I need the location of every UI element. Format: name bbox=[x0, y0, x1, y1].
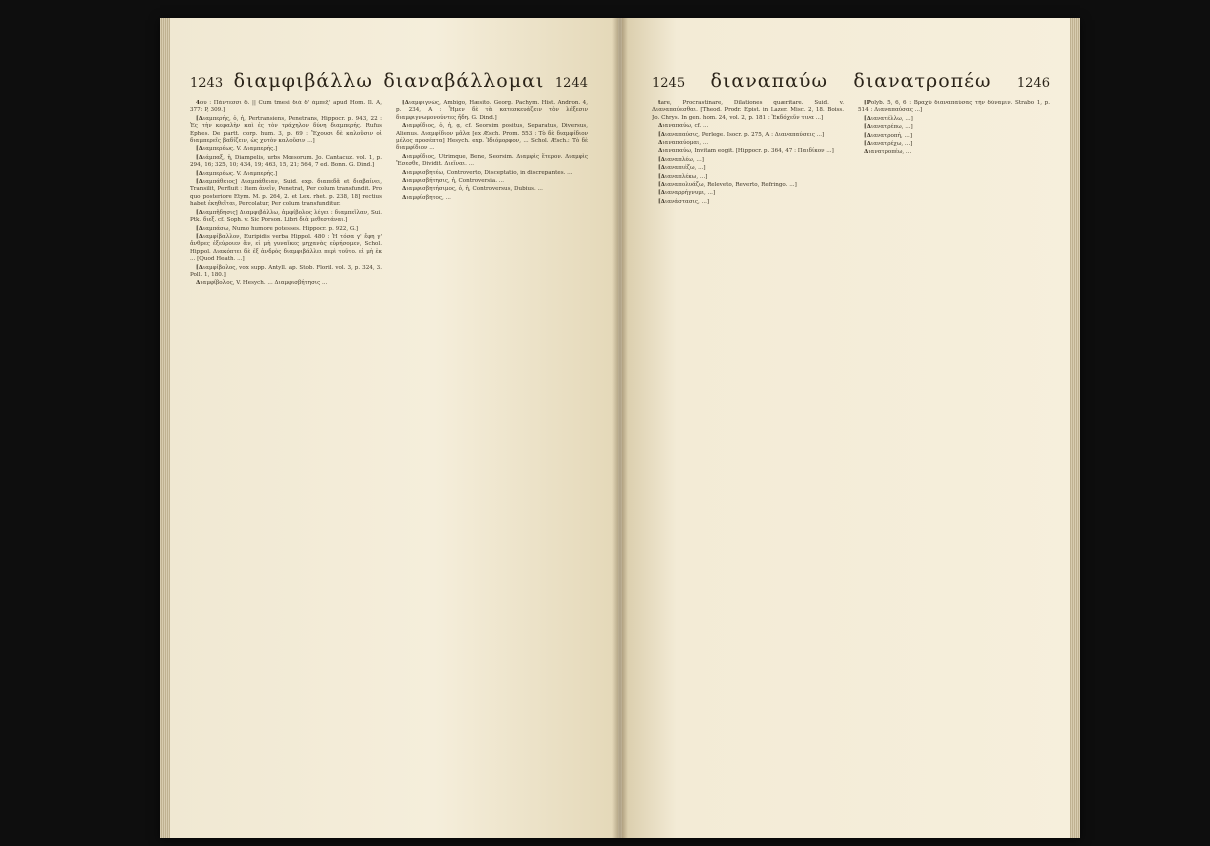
right-page-header bbox=[652, 70, 1050, 94]
right-page-column-2 bbox=[858, 100, 1050, 824]
left-page-columns bbox=[190, 100, 588, 824]
dictionary-entry: [Διανατέλλω, ...] bbox=[864, 115, 913, 122]
dictionary-entry: [Διαναπλέκω, ...] bbox=[658, 173, 708, 180]
running-head-left: διαναπαύω bbox=[710, 70, 828, 92]
dictionary-entry: [Διανατροπή, ...] bbox=[864, 132, 912, 139]
page-number-1245: 1245 bbox=[652, 76, 686, 91]
dictionary-entry: tare, Procrastinare, Dilationes quæritare. Suid. v. Διαναπαύεσθαι. [Theod. Prodr. Epist. in Lazer. Misc. 2, 18. Boiss. Jo. Chrys. In gen. hom. 24, vol. 2, p. 181 : Ἐκδόχεῦν τινα ...] bbox=[652, 100, 844, 121]
dictionary-entry: [Διανατρέπω, ...] bbox=[864, 124, 913, 131]
dictionary-entry: [Διάμπαξ, ἡ, Diampelis, urbs Mœsorum. Jo. Cantacuz. vol. 1, p. 294, 16; 325, 10; 434, 19; 463, 15, 21; 564, 7 ed. Bonn. G. Dind.] bbox=[190, 154, 382, 169]
dictionary-entry: [Διαμφίβολος, vox supp. Antyll. ap. Stob. Floril. vol. 3, p. 324, 3. Poll. 1, 180.] bbox=[190, 264, 382, 278]
page-edge-left bbox=[160, 18, 170, 838]
dictionary-entry: Διαναπαύομαι, ... bbox=[658, 140, 709, 147]
dictionary-entry: Διαμφισβητέω, Controverto, Disceptatio, in discrepantes. ... bbox=[402, 169, 573, 176]
dictionary-entry: Διαμφίβολος, V. Hesych. ... Διαμφισβήτησις ... bbox=[196, 280, 328, 287]
left-page-header bbox=[190, 70, 588, 94]
dictionary-entry: Διαμφισβήτησις, ἡ, Controversia. ... bbox=[402, 178, 505, 185]
dictionary-entry: [Διαναπολυάζω, Releveto, Reverto, Refringo. ...] bbox=[658, 182, 797, 189]
page-number-1246: 1246 bbox=[1016, 76, 1050, 91]
running-head-right: διαναβάλλομαι bbox=[383, 70, 545, 92]
dictionary-entry: 4ου : Πάντεσσι δ. || Cum tmesi διὰ δ' ἀμπεξ' apud Hom. Il. A, 377: P, 309.] bbox=[190, 100, 382, 114]
dictionary-entry: [Διανάστασις, ...] bbox=[658, 198, 710, 205]
dictionary-entry: Διαναπαύω, cf. ... bbox=[658, 123, 709, 130]
page-number-1244: 1244 bbox=[554, 76, 588, 91]
dictionary-entry: [Διανατρέχω, ...] bbox=[864, 141, 913, 148]
page-number-1243: 1243 bbox=[190, 76, 224, 91]
right-page-column-1 bbox=[652, 100, 844, 824]
dictionary-entry: Διαναπαύω, Invitam eogit. [Hippocr. p. 364, 47 : Παιδίκον ...] bbox=[658, 148, 834, 155]
open-book bbox=[160, 18, 1080, 838]
dictionary-entry: [Διαναπλέω, ...] bbox=[658, 156, 704, 163]
dictionary-entry: [Διαμφίβαλλον, Euripidis verba Hippol. 480 : Ἡ τόσα γ' ἔφη γ' ἄνθρες ἐξεύροιεν ἄν, εἰ μὴ γυναῖκες μηχανὰς εὑρήσομεν, Schol. Hippol. Διακόπτει δὲ ἐξ ἀνδρὸς διαμφιβάλλει περὶ τοῦτο. εἰ μὴ ἐκ ... [Quod Heath. ...] bbox=[190, 233, 382, 263]
dictionary-entry: [Διαμπερέως. V. Διαμπερής.] bbox=[196, 170, 278, 177]
dictionary-entry: [Polyb. 5, 6, 6 : Βραχὺ διαναπαύσας τὴν δύναμιν. Strabo 1, p. 514 : Διαναπαύσας ...] bbox=[858, 100, 1050, 114]
dictionary-entry: [Διαμπάσω, Numo humore potesses. Hippocr. p. 922, G.] bbox=[196, 225, 359, 232]
left-page-column-2 bbox=[396, 100, 588, 824]
book-gutter bbox=[612, 18, 628, 838]
right-page-columns bbox=[652, 100, 1050, 824]
left-page bbox=[160, 18, 618, 838]
running-head-left: διαμφιβάλλω bbox=[233, 70, 373, 92]
dictionary-entry: [Διαναπαύσις, Perlege. Isocr. p. 275, A : Διαναπαύσεις ...] bbox=[658, 131, 825, 138]
dictionary-entry: Διαμφίδιος, ὁ, ἡ, ᾳ, cf. Seorsim positus, Separatus, Diversus, Alienus. Διαμφίδιον μᾶλα [ex Æsch. Prom. 553 : Τὸ δὲ διαμφίδιον μέλος προσέπτα] Hesych. exp. Ἰδιόμορφον, ... Schol. Æsch.: Τὸ δὲ διαμφίδιον ... bbox=[396, 123, 588, 152]
dictionary-entry: [Διαμπῆδησις] Διαμφιβάλλω, ἀμφίβολος λέγει : διαμπεῖλαν, Sui. Ptk. διεξ. cf. Soph. v. Sic Porson. Libri διὰ μεθεστάναι.] bbox=[190, 209, 382, 224]
page-edge-right bbox=[1070, 18, 1080, 838]
right-page bbox=[622, 18, 1080, 838]
dictionary-entry: [Διαναρρήγνυμι, ...] bbox=[658, 190, 716, 197]
dictionary-entry: Διαμφίδιος, Utrimque, Bene, Seorsim. Διαμφὶς ἕτερον. Διαμφὶς Ἔσεσθε, Dividit. Διεῖναι. ... bbox=[396, 153, 588, 168]
dictionary-entry: [Διαμφιγνώς, Ambigo, Hæsito. Georg. Pachym. Hist. Andron. 4, p. 234, A : Ἦμεν δὲ τὰ κατεσκευάζειν τὸν λέξεσιν διαμφιγνωμονούντες ἤδη. G. Dind.] bbox=[396, 100, 588, 121]
dictionary-entry: [Διαμπερής, ὁ, ἡ, Pertransiens, Penetrans, Hippocr. p. 943, 22 : Ἐς τὴν κεφαλὴν καὶ ἐς τὸν τράχηλον δύνη διαμπερής. Rufus Ephes. De partt. corp. hum. 3, p. 69 : Ἔχουσι δὲ καλοῦσιν οἱ διαμπερεῖς βαδίζειν, ὡς χυτὸν καλοῦσιν ...] bbox=[190, 115, 382, 145]
dictionary-entry: [Διαμπερέως. V. Διαμπερής.] bbox=[196, 146, 278, 153]
dictionary-entry: Διαμφισβητήσιμος, ὁ, ἡ, Controversus, Dubius. ... bbox=[402, 186, 543, 193]
left-page-column-1 bbox=[190, 100, 382, 824]
dictionary-entry: Διανατροπέω, ... bbox=[864, 149, 912, 156]
running-head-right: διανατροπέω bbox=[853, 70, 992, 92]
dictionary-entry: [Διαμπάθειος] Διαμπάθειαν, Suid. exp. διαπεδᾶ et διαβαίνει, Transilit, Perfluit : Item ἀνεῖν, Penetrat, Per colum transfundit. Pro quo posteriore Etym. M. p. 264, 2. et Lex. rhet. p. 238, 18] rectius habet ἐκηθεῖται, Percolatur, Per colum transfunditur. bbox=[190, 179, 382, 208]
dictionary-entry: Διαμφίσβητος, ... bbox=[402, 194, 451, 201]
dictionary-entry: [Διαναπιέζω, ...] bbox=[658, 165, 706, 172]
